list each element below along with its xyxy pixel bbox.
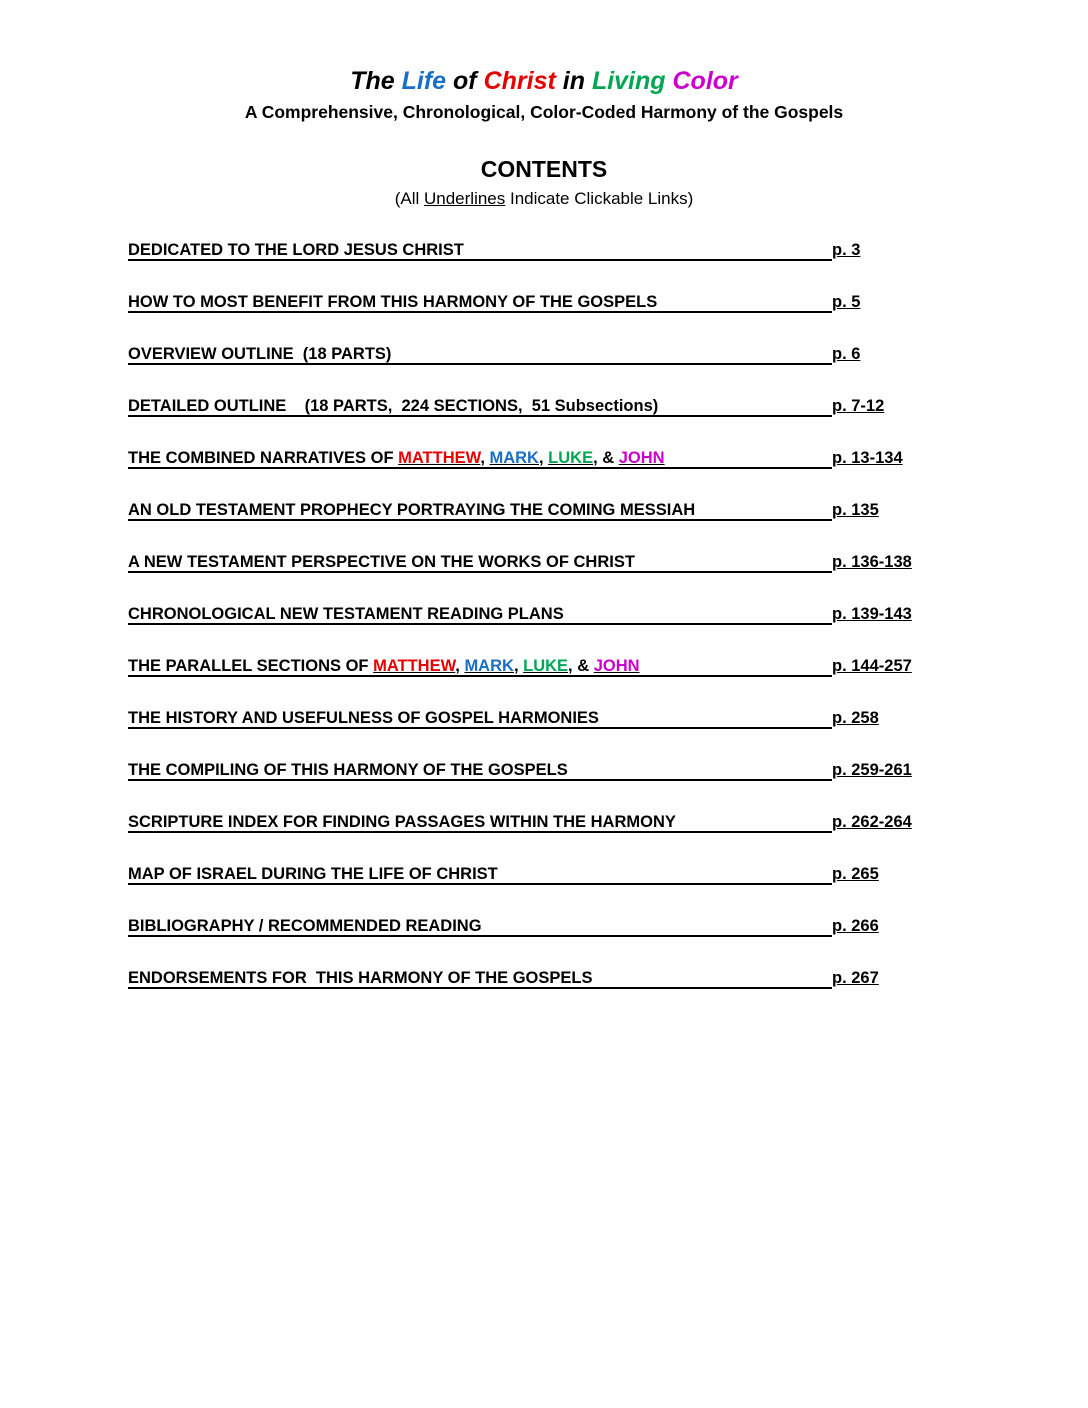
toc-page-number: p. 139-143 [832,605,912,623]
toc-entry [128,914,482,938]
toc-label: ENDORSEMENTS FOR THIS HARMONY OF THE GOSPELS [128,969,593,987]
gospel-separator: , & [593,449,619,467]
toc-entry-link[interactable] [128,810,928,862]
toc-label: THE COMPILING OF THIS HARMONY OF THE GOSPELS [128,761,568,779]
toc-page-number: p. 13-134 [832,449,903,467]
toc-page-number: p. 7-12 [832,397,885,415]
toc-entry [128,706,599,730]
toc-entry [128,654,640,678]
toc-entry [128,342,391,366]
toc-page-number: p. 262-264 [832,813,912,831]
contents-note [0,187,1088,211]
contents-heading: CONTENTS [480,156,608,182]
toc-page-number: p. 265 [832,865,879,883]
document-subtitle: A Comprehensive, Chronological, Color-Coded Harmony of the Gospels [244,102,844,122]
gospel-separator: , [538,449,549,467]
toc-entry-link[interactable] [128,342,928,394]
title-word: Living [591,67,666,95]
toc-entry-link[interactable] [128,238,928,290]
toc-entry [128,290,657,314]
toc-entry [128,758,568,782]
toc-entry [128,966,592,990]
title-word: Life [401,67,447,95]
title-word: in [555,67,592,95]
toc-entry-link[interactable] [128,446,928,498]
toc-label: BIBLIOGRAPHY / RECOMMENDED READING [128,917,482,935]
gospel-name-luke: LUKE [548,449,594,467]
toc-entry-link[interactable] [128,706,928,758]
document-title [0,64,1088,98]
toc-entry-link[interactable] [128,290,928,342]
toc-entry-link[interactable] [128,758,928,810]
title-word: The [350,67,402,95]
title-word: of [446,67,484,95]
toc-entry-link[interactable] [128,654,928,706]
toc-entry [128,238,464,262]
toc-entry [128,498,695,522]
toc-label: THE HISTORY AND USEFULNESS OF GOSPEL HARMONIES [128,709,599,727]
gospel-separator: , & [568,657,594,675]
toc-label: MAP OF ISRAEL DURING THE LIFE OF CHRIST [128,865,498,883]
toc-page-number: p. 3 [832,241,861,259]
toc-entry-link[interactable] [128,394,928,446]
toc-entry [128,602,564,626]
gospel-separator: , [455,657,465,675]
gospel-name-matthew: MATTHEW [398,449,481,467]
toc-label: DEDICATED TO THE LORD JESUS CHRIST [128,241,464,259]
gospel-separator: , [480,449,490,467]
title-word: Christ [483,67,556,95]
gospel-name-matthew: MATTHEW [373,657,456,675]
gospel-name-john: JOHN [593,657,640,675]
toc-entry-link[interactable] [128,498,928,550]
table-of-contents [128,238,928,1018]
toc-label: AN OLD TESTAMENT PROPHECY PORTRAYING THE COMING MESSIAH [128,501,696,519]
toc-label: THE COMBINED NARRATIVES OF [128,449,399,467]
toc-label: THE PARALLEL SECTIONS OF [128,657,374,675]
contents-note-underlined: Underlines [423,189,506,208]
title-word: Color [665,67,738,95]
toc-page-number: p. 259-261 [832,761,912,779]
toc-entry-link[interactable] [128,966,928,1018]
toc-page-number: p. 5 [832,293,861,311]
toc-entry-link[interactable] [128,862,928,914]
toc-label: OVERVIEW OUTLINE (18 PARTS) [128,345,392,363]
toc-entry [128,810,676,834]
toc-label: A NEW TESTAMENT PERSPECTIVE ON THE WORKS OF CHRIST [128,553,635,571]
gospel-name-mark: MARK [489,449,539,467]
toc-page-number: p. 6 [832,345,861,363]
toc-entry [128,862,498,886]
toc-entry [128,550,635,574]
contents-note-start: (All [394,189,424,208]
gospel-separator: , [513,657,524,675]
toc-label: CHRONOLOGICAL NEW TESTAMENT READING PLANS [128,605,564,623]
gospel-name-mark: MARK [464,657,514,675]
toc-entry-link[interactable] [128,602,928,654]
toc-entry-link[interactable] [128,550,928,602]
toc-page-number: p. 266 [832,917,879,935]
contents-note-end: Indicate Clickable Links) [505,189,694,208]
toc-page-number: p. 144-257 [832,657,912,675]
toc-page-number: p. 136-138 [832,553,912,571]
toc-page-number: p. 267 [832,969,879,987]
toc-page-number: p. 258 [832,709,879,727]
gospel-name-john: JOHN [618,449,665,467]
toc-label: SCRIPTURE INDEX FOR FINDING PASSAGES WITHIN THE HARMONY [128,813,676,831]
toc-entry [128,394,658,418]
toc-label: DETAILED OUTLINE (18 PARTS, 224 SECTIONS, 51 Subsections) [128,397,659,415]
gospel-name-luke: LUKE [523,657,569,675]
toc-label: HOW TO MOST BENEFIT FROM THIS HARMONY OF THE GOSPELS [128,293,658,311]
toc-page-number: p. 135 [832,501,879,519]
toc-entry [128,446,665,470]
toc-entry-link[interactable] [128,914,928,966]
